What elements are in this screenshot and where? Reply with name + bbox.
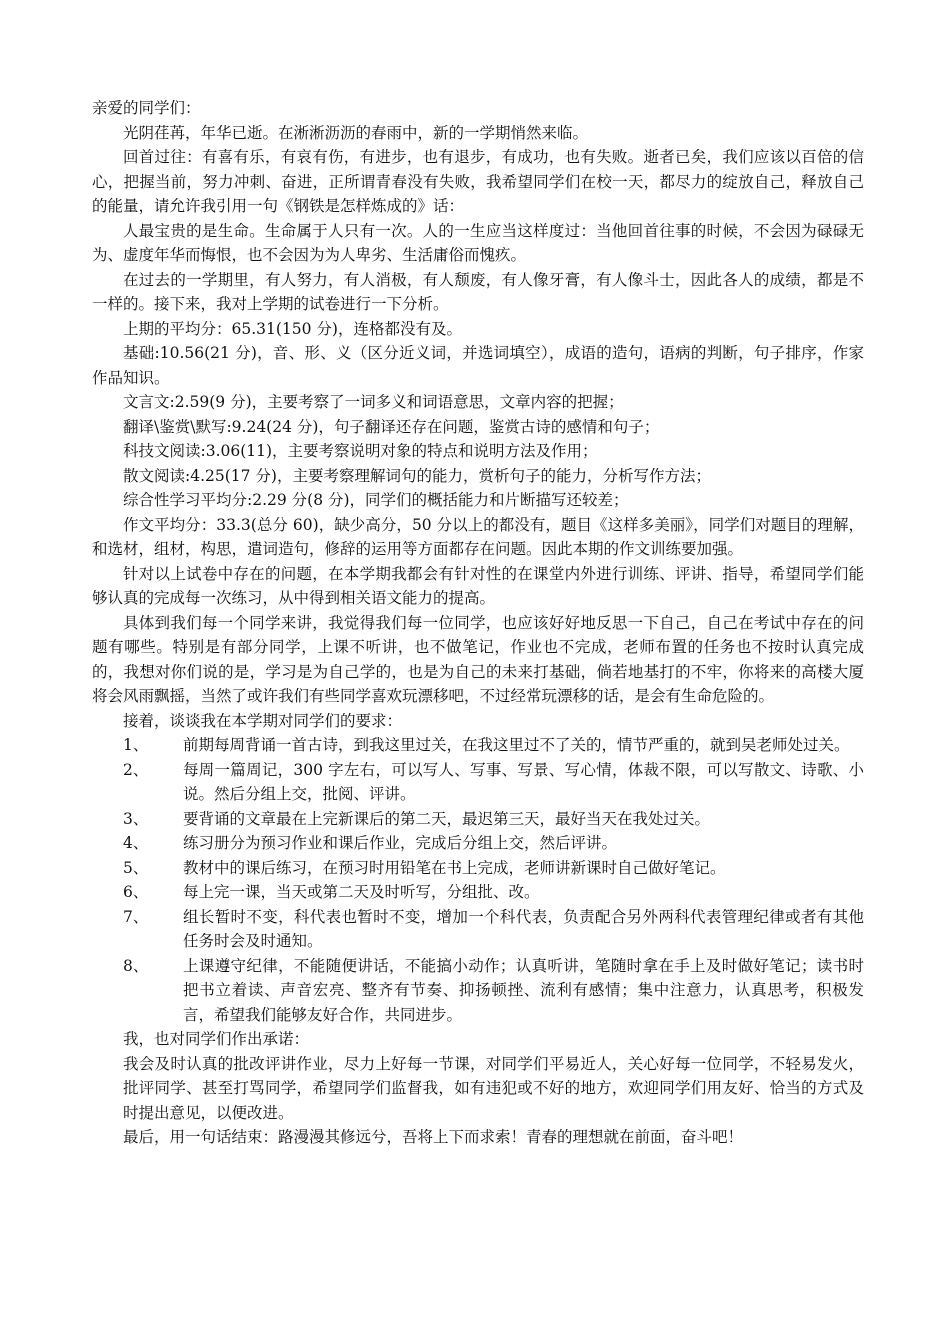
- list-text: 上课遵守纪律，不能随便讲话，不能搞小动作；认真听讲，笔随时拿在手上及时做好笔记；读书时把书立着读、声音宏亮、整齐有节奏、抑扬顿挫、流利有感情；集中注意力，认真思考，积极发言，希望我们能够友好合作，共同进步。: [183, 956, 864, 1024]
- list-text: 教材中的课后练习，在预习时用铅笔在书上完成，老师讲新课时自己做好笔记。: [183, 858, 726, 877]
- list-number: 2、: [123, 760, 149, 779]
- paragraph: 具体到我们每一个同学来讲，我觉得我们每一位同学，也应该好好地反思一下自己，自己在考试中存在的问题有哪些。特别是有部分同学，上课不听讲，也不做笔记，作业也不完成，老师布置的任务也不按时认真完成的，我想对你们说的是，学习是为自己学的，也是为自己的未来打基础，倘若地基打的不牢，你将来的高楼大厦将会风雨飘摇，当然了或许我们有些同学喜欢玩漂移吧，不过经常玩漂移的话，是会有生命危险的。: [92, 613, 864, 705]
- list-item: [92, 807, 864, 832]
- score-composition: 作文平均分：33.3(总分 60)，缺少高分，50 分以上的都没有，题目《这样多美丽》，同学们对题目的理解，和选材，组材，构思，遣词造句，修辞的运用等方面都存在问题。因此本期的作文训练要加强。: [92, 515, 864, 558]
- list-item: [92, 831, 864, 856]
- list-text: 组长暂时不变，科代表也暂时不变，增加一个科代表，负责配合另外两科代表管理纪律或者有其他任务时会及时通知。: [183, 907, 864, 950]
- list-text: 练习册分为预习作业和课后作业，完成后分组上交，然后评讲。: [183, 834, 618, 852]
- score-comprehensive: 综合性学习平均分:2.29 分(8 分)，同学们的概括能力和片断描写还较差；: [123, 491, 629, 509]
- paragraph: 针对以上试卷中存在的问题，在本学期我都会有针对性的在课堂内外进行训练、评讲、指导，希望同学们能够认真的完成每一次练习，从中得到相关语文能力的提高。: [92, 564, 864, 607]
- paragraph: 回首过往：有喜有乐，有哀有伤，有进步，也有退步，有成功，也有失败。逝者已矣，我们应该以百倍的信心，把握当前，努力冲刺、奋进，正所谓青春没有失败，我希望同学们在校一天，都尽力的绽放自己，释放自己的能量，请允许我引用一句《钢铁是怎样炼成的》话：: [92, 148, 864, 215]
- list-number: 8、: [123, 956, 149, 975]
- score-science-reading: 科技文阅读:3.06(11)，主要考察说明对象的特点和说明方法及作用；: [123, 442, 598, 460]
- list-number: 6、: [123, 883, 149, 901]
- list-item: [92, 856, 864, 881]
- requirements-list: [92, 733, 864, 1027]
- paragraph: 光阴荏苒，年华已逝。在淅淅沥沥的春雨中，新的一学期悄然来临。: [123, 123, 589, 142]
- score-classical-chinese: 文言文:2.59(9 分)，主要考察了一词多义和词语意思，文章内容的把握；: [123, 393, 624, 411]
- closing: 最后，用一句话结束：路漫漫其修远兮，吾将上下而求索！青春的理想就在前面，奋斗吧！: [123, 1128, 744, 1146]
- score-basics: 基础:10.56(21 分)，音、形、义（区分近义词，并选词填空），成语的造句，语病的判断，句子排序，作家作品知识。: [92, 344, 864, 387]
- list-item: [92, 880, 864, 905]
- requirements-intro: 接着，谈谈我在本学期对同学们的要求：: [123, 711, 403, 730]
- list-item: [92, 733, 864, 758]
- paragraph: 在过去的一学期里，有人努力，有人消极，有人颓废，有人像牙膏，有人像斗士，因此各人的成绩，都是不一样的。接下来，我对上学期的试卷进行一下分析。: [92, 270, 864, 313]
- greeting: 亲爱的同学们：: [92, 99, 201, 117]
- score-prose-reading: 散文阅读:4.25(17 分)，主要考察理解词句的能力，赏析句子的能力，分析写作方法；: [123, 466, 711, 485]
- quote-paragraph: 人最宝贵的是生命。生命属于人只有一次。人的一生应当这样度过：当他回首往事的时候，不会因为碌碌无为、虚度年华而悔恨，也不会因为为人卑劣、生活庸俗而愧疚。: [92, 221, 864, 264]
- score-average: 上期的平均分：65.31(150 分)，连格都没有及。: [123, 319, 462, 338]
- list-item: [92, 954, 864, 1028]
- list-number: 7、: [123, 907, 149, 926]
- list-number: 3、: [123, 809, 149, 828]
- list-text: 要背诵的文章最在上完新课后的第二天，最迟第三天，最好当天在我处过关。: [183, 809, 711, 828]
- list-number: 1、: [123, 736, 149, 754]
- list-text: 每周一篇周记，300 字左右，可以写人、写事、写景、写心情，体裁不限，可以写散文、诗歌、小说。然后分组上交，批阅、评讲。: [183, 760, 864, 803]
- list-item: [92, 758, 864, 807]
- list-number: 4、: [123, 834, 149, 852]
- list-text: 每上完一课，当天或第二天及时听写，分组批、改。: [183, 883, 540, 901]
- list-item: [92, 905, 864, 954]
- list-text: 前期每周背诵一首古诗，到我这里过关，在我这里过不了关的，情节严重的，就到吴老师处过关。: [183, 736, 850, 754]
- promise-text: 我会及时认真的批改评讲作业，尽力上好每一节课，对同学们平易近人，关心好每一位同学，不轻易发火，批评同学、甚至打骂同学，希望同学们监督我，如有违犯或不好的地方，欢迎同学们用友好、恰当的方式及时提出意见，以便改进。: [123, 1054, 864, 1122]
- document-page: [92, 96, 864, 1150]
- promise-intro: 我，也对同学们作出承诺：: [123, 1030, 310, 1048]
- list-number: 5、: [123, 858, 149, 877]
- score-translation: 翻译\鉴赏\默写:9.24(24 分)，句子翻译还存在问题，鉴赏古诗的感情和句子；: [123, 417, 660, 436]
